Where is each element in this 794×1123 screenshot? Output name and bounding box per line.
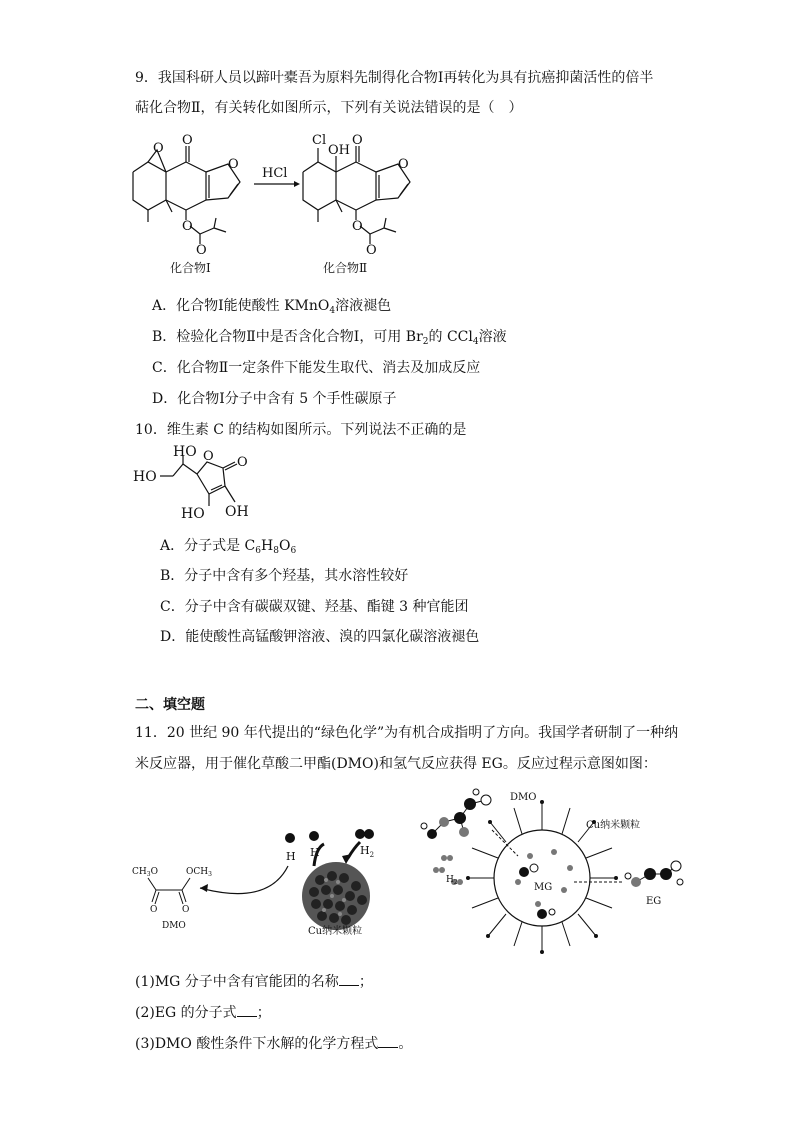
vc-ho-left: HO [133, 469, 157, 485]
ester-o-atom-2: O [352, 219, 363, 234]
carbonyl-o-atom: O [196, 243, 207, 258]
svg-text:H: H [310, 846, 320, 859]
mg-label: MG [534, 882, 553, 893]
hydroxyl-atom: OH [328, 143, 350, 158]
q11-part-3: (3)DMO 酸性条件下水解的化学方程式 。 [135, 1036, 413, 1052]
q11-stem-line1: 11．20 世纪 90 年代提出的“绿色化学”为有机合成指明了方向。我国学者研制了一种纳 [135, 725, 679, 741]
compound-2-structure [298, 132, 438, 258]
ketone-o-atom-2: O [352, 133, 363, 148]
q10-option-a: A．分子式是 $C_6H_8O_6$ [160, 538, 297, 556]
compound-1-structure [128, 132, 268, 258]
answer-blank-2[interactable] [237, 1004, 257, 1017]
compound-2-label: 化合物Ⅱ [323, 261, 368, 275]
furan-o-atom-2: O [398, 157, 409, 172]
section-title: 二、填空题 [135, 697, 205, 713]
svg-text:O: O [150, 905, 158, 915]
svg-text:O: O [182, 905, 190, 915]
epoxide-o-atom: O [153, 141, 164, 156]
vc-ho-top: HO [173, 444, 197, 460]
q11-part-1: (1)MG 分子中含有官能团的名称 ； [135, 974, 373, 990]
q10-option-d: D．能使酸性高锰酸钾溶液、溴的四氯化碳溶液褪色 [160, 629, 480, 645]
answer-blank-3[interactable] [378, 1035, 398, 1048]
ketone-o-atom: O [182, 133, 193, 148]
ester-o-atom: O [182, 219, 193, 234]
q9-option-b: B．检验化合物Ⅱ中是否含化合物Ⅰ，可用 $Br_2$的 CCl$_4$溶液 [152, 329, 507, 347]
svg-text:H2: $H_2$ [360, 844, 375, 859]
q9-option-c: C．化合物Ⅱ一定条件下能发生取代、消去及加成反应 [152, 360, 481, 376]
dmo-label-right: DMO [510, 792, 537, 803]
svg-text:OCH3: $OCH_3$ [186, 867, 212, 878]
eg-label: EG [646, 896, 662, 907]
q10-stem: 10．维生素 C 的结构如图所示。下列说法不正确的是 [135, 422, 467, 438]
svg-text:CH3O: $CH_3O$ [132, 867, 158, 878]
q9-option-a: A．化合物Ⅰ能使酸性 KMnO$_4$溶液褪色 [152, 298, 392, 316]
reagent-hcl: HCl [262, 166, 288, 181]
q9-option-d: D．化合物Ⅰ分子中含有 5 个手性碳原子 [152, 391, 397, 407]
q10-option-c: C．分子中含有碳碳双键、羟基、酯键 3 种官能团 [160, 599, 469, 615]
q9-stem-line2: 萜化合物Ⅱ，有关转化如图所示，下列有关说法错误的是（ ） [135, 100, 523, 116]
dmo-cu-figure [128, 796, 398, 941]
answer-blank-1[interactable] [339, 973, 359, 986]
cu-label-left: Cu纳米颗粒 [308, 926, 363, 937]
svg-text:H: H [286, 850, 296, 863]
furan-o-atom: O [228, 157, 239, 172]
compound-1-label: 化合物Ⅰ [170, 261, 211, 275]
vitamin-c-structure [133, 446, 263, 526]
reaction-arrow [252, 162, 300, 192]
svg-text:H2: $H_2$ [446, 875, 458, 886]
chlorine-atom: Cl [312, 133, 327, 148]
q10-option-b: B．分子中含有多个羟基，其水溶性较好 [160, 568, 409, 584]
q11-part-2: (2)EG 的分子式 ； [135, 1005, 271, 1021]
dmo-label-left: DMO [162, 921, 186, 931]
vc-ho-bottom: HO [181, 506, 205, 522]
vc-keto-o: O [237, 455, 248, 470]
q11-stem-line2: 米反应器，用于催化草酸二甲酯(DMO)和氢气反应获得 EG。反应过程示意图如图： [135, 756, 657, 772]
vc-oh-bottom: OH [225, 504, 249, 520]
q9-stem-line1: 9．我国科研人员以蹄叶橐吾为原料先制得化合物Ⅰ再转化为具有抗癌抑菌活性的倍半 [135, 70, 654, 86]
carbonyl-o-atom-2: O [366, 243, 377, 258]
vc-ring-o: O [203, 449, 214, 464]
nano-reactor-figure [414, 786, 694, 956]
cu-label-right: Cu纳米颗粒 [586, 820, 641, 831]
